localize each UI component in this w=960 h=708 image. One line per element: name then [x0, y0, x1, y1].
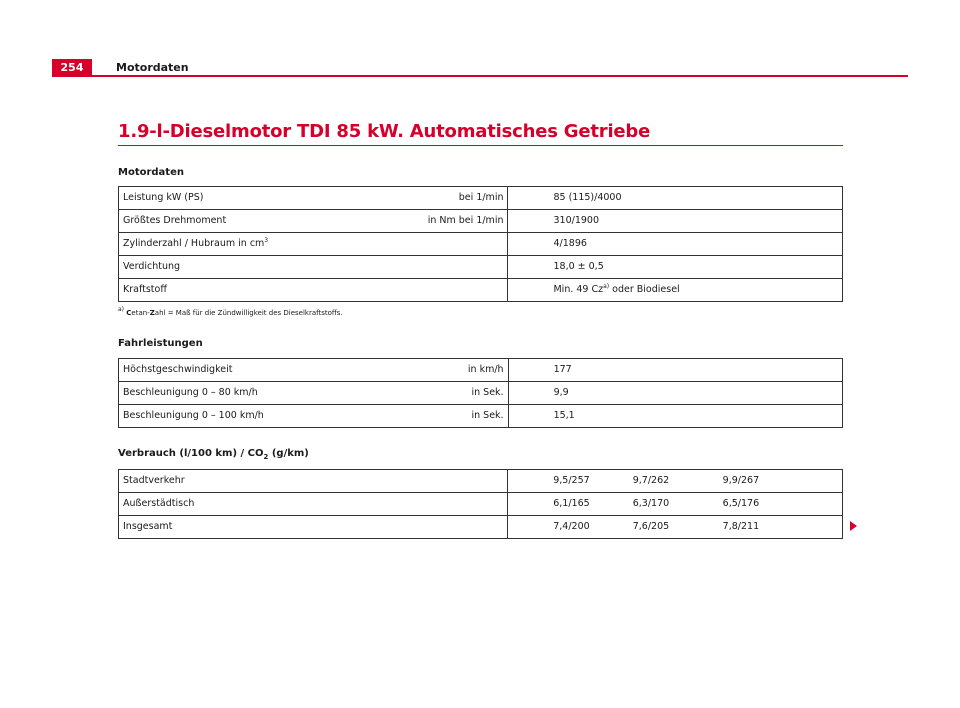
label-superscript: 3 — [264, 237, 269, 244]
row-value: 310/1900 — [508, 210, 843, 233]
label-text: Zylinderzahl / Hubraum in cm — [123, 238, 265, 249]
header-rule — [52, 75, 908, 77]
footnote-marker: a) — [118, 306, 125, 313]
section-label: Motordaten — [116, 61, 189, 74]
row-value-3: 6,5/176 — [688, 493, 843, 516]
table-row — [119, 187, 843, 210]
page-number: 254 — [52, 59, 92, 76]
row-value-2: 9,7/262 — [598, 470, 688, 493]
table-row — [119, 210, 843, 233]
row-label: Beschleunigung 0 – 80 km/h — [119, 382, 409, 405]
footnote-text: ahl = Maß für die Zündwilligkeit des Dieselkraftstoffs. — [154, 309, 343, 317]
row-label: Leistung kW (PS) — [119, 187, 409, 210]
row-unit — [408, 256, 508, 279]
row-unit: in Sek. — [408, 382, 508, 405]
row-value: 85 (115)/4000 — [508, 187, 843, 210]
row-value-3: 7,8/211 — [688, 516, 843, 539]
table-row — [119, 516, 843, 539]
page-title: 1.9-l-Dieselmotor TDI 85 kW. Automatisches Getriebe — [118, 121, 651, 142]
row-label — [119, 233, 409, 256]
engine-heading: Motordaten — [118, 167, 184, 178]
row-label: Größtes Drehmoment — [119, 210, 409, 233]
table-row — [119, 279, 843, 302]
consumption-heading-unit: (g/km) — [268, 448, 309, 459]
row-value: 18,0 ± 0,5 — [508, 256, 843, 279]
row-label: Beschleunigung 0 – 100 km/h — [119, 405, 409, 428]
row-label: Stadtverkehr — [119, 470, 508, 493]
row-unit: in km/h — [408, 359, 508, 382]
page-header — [52, 59, 908, 76]
row-value: 9,9 — [508, 382, 842, 405]
performance-heading: Fahrleistungen — [118, 338, 203, 349]
consumption-heading-text: Verbrauch (l/100 km) / CO — [118, 448, 264, 459]
row-unit — [408, 279, 508, 302]
row-value-3: 9,9/267 — [688, 470, 843, 493]
footnote-bold: C — [126, 309, 132, 317]
row-value-1: 6,1/165 — [508, 493, 598, 516]
row-value: 15,1 — [508, 405, 842, 428]
table-row — [119, 256, 843, 279]
footnote-text: etan- — [131, 309, 150, 317]
co2-subscript: 2 — [263, 453, 269, 461]
row-value: 4/1896 — [508, 233, 843, 256]
table-row — [119, 493, 843, 516]
row-unit: in Sek. — [408, 405, 508, 428]
row-value-2: 6,3/170 — [598, 493, 688, 516]
row-label: Höchstgeschwindigkeit — [119, 359, 409, 382]
row-value — [508, 279, 843, 302]
row-label: Kraftstoff — [119, 279, 409, 302]
table-row — [119, 405, 843, 428]
title-rule — [118, 145, 843, 146]
row-label: Verdichtung — [119, 256, 409, 279]
table-row — [119, 233, 843, 256]
next-page-arrow-icon[interactable] — [850, 521, 857, 531]
row-label: Insgesamt — [119, 516, 508, 539]
table-row — [119, 382, 843, 405]
performance-table — [118, 358, 843, 428]
value-text-after: oder Biodiesel — [609, 284, 680, 295]
row-value-2: 7,6/205 — [598, 516, 688, 539]
row-unit — [408, 233, 508, 256]
consumption-table — [118, 469, 843, 539]
row-unit: in Nm bei 1/min — [408, 210, 508, 233]
row-label: Außerstädtisch — [119, 493, 508, 516]
row-value-1: 9,5/257 — [508, 470, 598, 493]
table-row — [119, 470, 843, 493]
row-unit: bei 1/min — [408, 187, 508, 210]
footnote-bold: Z — [149, 309, 155, 317]
engine-table — [118, 186, 843, 302]
value-text: Min. 49 Cz — [553, 284, 604, 295]
row-value: 177 — [508, 359, 842, 382]
consumption-heading — [118, 448, 309, 461]
footnote-marker: a) — [603, 283, 610, 290]
table-row — [119, 359, 843, 382]
row-value-1: 7,4/200 — [508, 516, 598, 539]
footnote — [118, 306, 343, 317]
